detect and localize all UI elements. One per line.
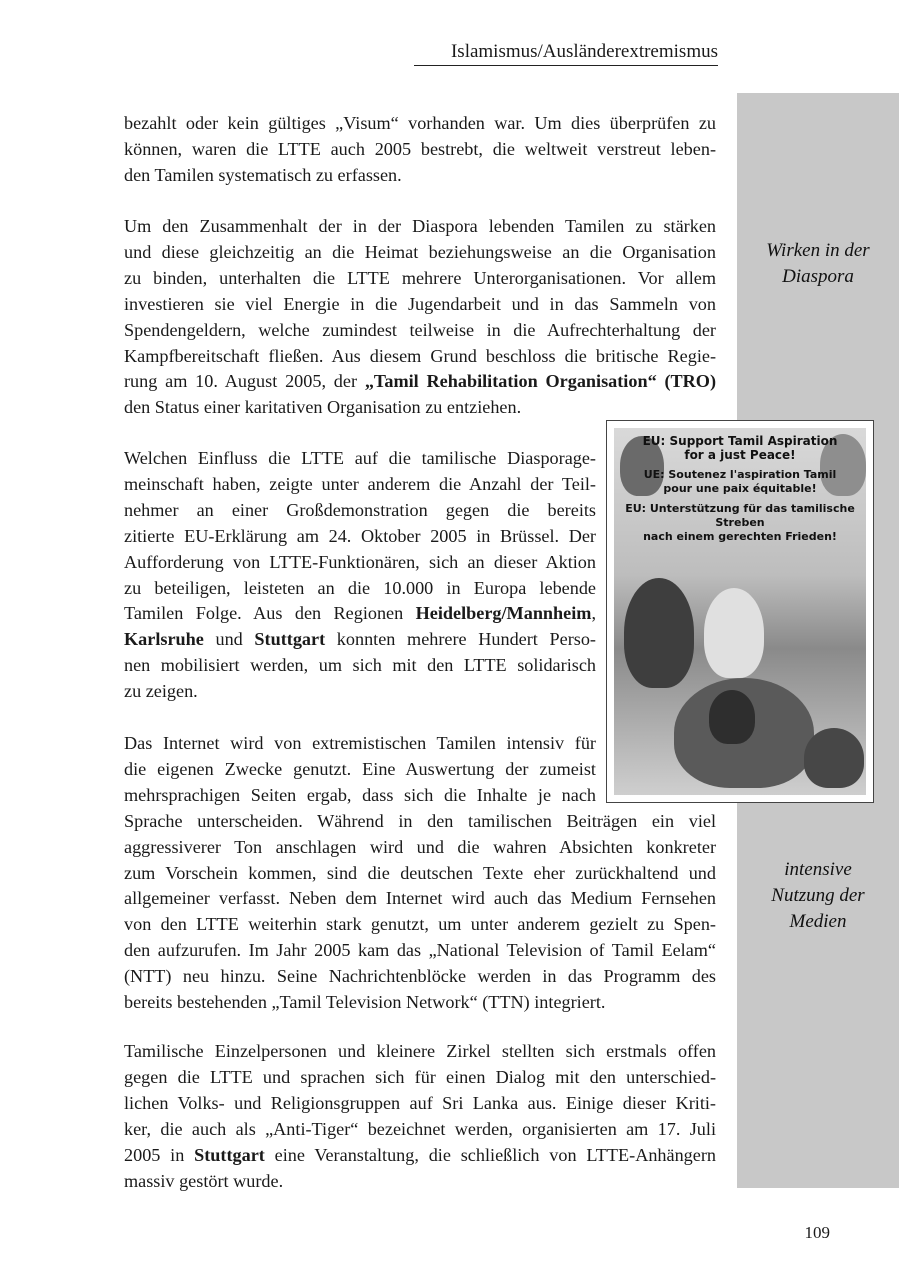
photo-banner	[622, 434, 858, 544]
margin-note-line: Nutzung der	[771, 885, 865, 906]
text-line: nen mobilisiert werden, um sich mit den LTTE solidarisch	[124, 655, 596, 676]
text-line: den aufzurufen. Im Jahr 2005 kam das „National Television of Tamil Eelam“	[124, 940, 716, 961]
margin-note-diaspora	[737, 238, 899, 290]
text-line: lichen Volks- und Religionsgruppen auf Sri Lanka aus. Einige dieser Kriti-	[124, 1092, 716, 1113]
text-line: zu zeigen.	[124, 681, 198, 702]
text-line	[124, 369, 716, 395]
text-line: und diese gleichzeitig an die Heimat beziehungsweise an die Organisation	[124, 241, 716, 262]
text-run: ,	[591, 603, 596, 624]
city-stuttgart: Stuttgart	[194, 1144, 265, 1165]
text-line: die eigenen Zwecke genutzt. Eine Auswertung der zumeist	[124, 758, 596, 779]
text-line: investieren sie viel Energie in die Jugendarbeit und in das Sammeln von	[124, 293, 716, 314]
margin-note-line: intensive	[784, 859, 852, 880]
text-line: meinschaft haben, zeigte unter anderem die Anzahl der Teil-	[124, 473, 596, 494]
banner-line: UE: Soutenez l'aspiration Tamil	[643, 468, 837, 481]
text-line: nehmer an einer Großdemonstration gegen die bereits	[124, 499, 596, 520]
margin-note-line: Diaspora	[782, 266, 854, 287]
page-number: 109	[804, 1223, 830, 1242]
organisation-name-tro: „Tamil Rehabilitation Organisation“ (TRO)	[364, 371, 716, 392]
text-line: Sprache unterscheiden. Während in den tamilischen Beiträgen ein viel	[124, 810, 716, 831]
paragraph-5	[124, 1039, 716, 1194]
text-line: können, waren die LTTE auch 2005 bestrebt, die weltweit verstreut leben-	[124, 138, 716, 159]
text-line: mehrsprachigen Seiten ergab, dass sich die Inhalte je nach	[124, 784, 596, 805]
photo-figure-man-white-shirt	[704, 588, 764, 678]
margin-note-line: Wirken in der	[766, 240, 870, 261]
photo-figure-cheering-woman	[709, 690, 755, 744]
photo-figure-man-dark-suit	[624, 578, 694, 688]
text-line: Welchen Einfluss die LTTE auf die tamilische Diasporage-	[124, 448, 596, 468]
running-header: Islamismus/Ausländerextremismus	[414, 40, 718, 66]
paragraph-3	[124, 446, 596, 705]
banner-line: pour une paix équitable!	[663, 482, 817, 495]
paragraph-2	[124, 214, 716, 421]
text-run: rung am 10. August 2005, der	[124, 371, 365, 392]
text-line: von den LTTE weiterhin stark genutzt, um unter anderem gezielt zu Spen-	[124, 914, 716, 935]
region-stuttgart: Stuttgart	[254, 629, 326, 650]
text-line: (NTT) neu hinzu. Seine Nachrichtenblöcke werden in das Programm des	[124, 966, 716, 987]
text-line: aggressiverer Ton anschlagen wird und die wahren Absichten konkreter	[124, 836, 716, 857]
text-run: eine Veranstaltung, die schließlich von LTTE-Anhängern	[264, 1144, 716, 1165]
margin-note-line: Medien	[789, 911, 847, 932]
text-line: Kampfbereitschaft fließen. Aus diesem Grund beschloss die britische Regie-	[124, 345, 716, 366]
photo-figure-crowd-right	[804, 728, 864, 788]
banner-line: EU: Support Tamil Aspiration	[642, 434, 838, 448]
text-line: Das Internet wird von extremistischen Tamilen intensiv für	[124, 733, 596, 753]
demonstration-photo-figure	[606, 420, 874, 803]
banner-line: nach einem gerechten Frieden!	[643, 530, 837, 543]
demonstration-photo	[614, 428, 866, 795]
text-run: konnten mehrere Hundert Perso-	[325, 629, 596, 650]
text-line: zitierte EU-Erklärung am 24. Oktober 2005 in Brüssel. Der	[124, 525, 596, 546]
text-line: zum Vorschein kommen, sind die deutschen Texte eher zurückhaltend und	[124, 862, 716, 883]
text-line: bereits bestehenden „Tamil Television Network“ (TTN) integriert.	[124, 992, 606, 1013]
text-line: ker, die auch als „Anti-Tiger“ bezeichnet werden, organisierten am 17. Juli	[124, 1118, 716, 1139]
text-line: zu beteiligen, leisteten an die 10.000 in Europa lebende	[124, 577, 596, 598]
banner-line: for a just Peace!	[684, 448, 796, 462]
text-line: gegen die LTTE und sprachen sich für einen Dialog mit den unterschied-	[124, 1066, 716, 1087]
text-line: den Status einer karitativen Organisation zu entziehen.	[124, 397, 522, 418]
text-run: Tamilen Folge. Aus den Regionen	[124, 603, 416, 624]
margin-note-medien	[737, 857, 899, 935]
text-line: Spendengeldern, welche zumindest teilweise in die Aufrechterhaltung der	[124, 319, 716, 340]
text-line: Tamilische Einzelpersonen und kleinere Zirkel stellten sich erstmals offen	[124, 1041, 716, 1061]
region-karlsruhe: Karlsruhe	[124, 629, 204, 650]
text-line: allgemeiner verfasst. Neben dem Internet wird auch das Medium Fernsehen	[124, 888, 716, 909]
text-run: 2005 in	[124, 1144, 195, 1165]
text-line	[124, 1143, 716, 1169]
region-heidelberg-mannheim: Heidelberg/Mannheim	[415, 603, 592, 624]
text-line: Um den Zusammenhalt der in der Diaspora lebenden Tamilen zu stärken	[124, 216, 716, 236]
paragraph-1	[124, 111, 716, 189]
banner-line: EU: Unterstützung für das tamilische Streben	[625, 502, 855, 529]
text-run: und	[203, 629, 255, 650]
text-line	[124, 627, 596, 653]
text-line: den Tamilen systematisch zu erfassen.	[124, 164, 402, 185]
text-line: bezahlt oder kein gültiges „Visum“ vorhanden war. Um dies überprüfen zu	[124, 113, 716, 133]
text-line: massiv gestört wurde.	[124, 1170, 284, 1191]
text-line: zu binden, unterhalten die LTTE mehrere Unterorganisationen. Vor allem	[124, 267, 716, 288]
text-line	[124, 601, 596, 627]
text-line: Aufforderung von LTTE-Funktionären, sich an dieser Aktion	[124, 551, 596, 572]
